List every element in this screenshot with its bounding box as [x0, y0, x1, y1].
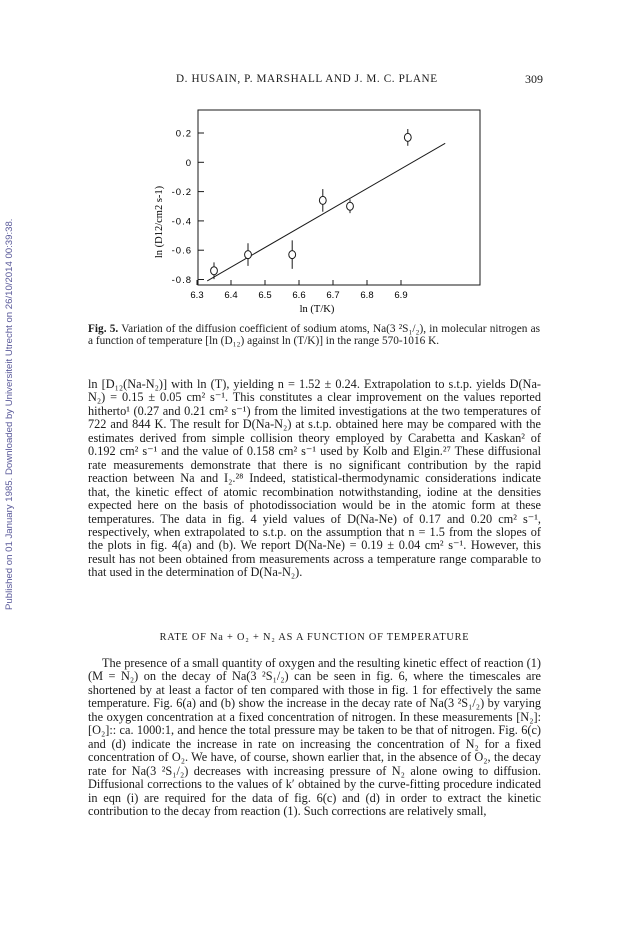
data-point	[404, 133, 411, 141]
x-tick-label: 6.3	[190, 290, 204, 301]
data-point	[319, 196, 326, 204]
y-ticks	[172, 129, 204, 287]
caption-text: Variation of the diffusion coefficient of sodium atoms, Na(3 ²S₁/₂), in molecular nitrogen as a function of temperature [ln (D₁₂) against ln (T/K)] in the range 570-1016 K.	[88, 323, 541, 348]
y-tick-label: -0.4	[171, 216, 192, 228]
y-tick-label: 0	[185, 157, 192, 169]
body-paragraph-1	[88, 378, 541, 580]
fit-line-group	[207, 143, 445, 281]
section-heading: RATE OF Na + O₂ + N₂ AS A FUNCTION OF TEMPERATURE	[159, 632, 470, 643]
running-head: D. HUSAIN, P. MARSHALL AND J. M. C. PLANE	[176, 73, 438, 85]
y-tick-label: -0.6	[171, 245, 192, 257]
caption-label: Fig. 5.	[88, 323, 119, 335]
page-number: 309	[525, 72, 543, 86]
y-axis-label: ln (D12/cm2 s-1)	[154, 185, 165, 259]
x-tick-label: 6.7	[326, 290, 340, 301]
x-tick-label: 6.5	[258, 290, 272, 301]
figure-caption	[88, 323, 540, 348]
data-point	[211, 267, 218, 275]
x-tick-label: 6.4	[224, 290, 238, 301]
x-tick-label: 6.8	[360, 290, 374, 301]
paragraph-1-text: ln [D₁₂(Na-N₂)] with ln (T), yielding n = 1.52 ± 0.24. Extrapolation to s.t.p. yields D(Na-N₂) = 0.15 ± 0.05 cm² s⁻¹. This constitutes a clear improvement on the values reported hitherto¹ (0.27 and 0.21 cm² s⁻¹) from the limited investigations at the two temperatures of 722 and 844 K. The result for D(Na-N₂) at s.t.p. obtained here may be compared with the estimates derived from simple collision theory employed by Carabetta and Kaskan² of 0.192 cm² s⁻¹ and the value of 0.158 cm² s⁻¹ used by Kolb and Elgin.²⁷ These diffusional rate measurements demonstrate that there is no significant contribution by the rapid reaction between Na and I₂.²⁸ Indeed, statistical-thermodynamic considerations indicate that, the kinetic effect of atomic recombination notwithstanding, iodine at the densities expected here on the basis of photodissociation would be in the atomic form at these temperatures. The data in fig. 4 yield values of D(Na-Ne) of 0.17 and 0.20 cm² s⁻¹, respectively, when extrapolated to s.t.p. on the assumption that n = 1.5 from the slopes of the plots in fig. 4(a) and (b). We report D(Na-Ne) = 0.19 ± 0.04 cm² s⁻¹. However, this result has not been obtained from measurements across a temperature range comparable to that used in the determination of D(Na-N₂).	[88, 377, 541, 580]
data-point	[289, 251, 296, 259]
x-tick-label: 6.9	[394, 290, 408, 301]
body-paragraph-2	[88, 657, 541, 818]
x-axis-label: ln (T/K)	[299, 304, 335, 315]
fit-line	[207, 143, 445, 281]
data-points	[211, 129, 412, 279]
y-tick-label: -0.8	[171, 275, 192, 286]
download-note: Published on 01 January 1985. Downloaded by Universiteit Utrecht on 26/10/2014 00:39:38.	[4, 218, 15, 610]
y-tick-label: 0.2	[175, 128, 192, 140]
paragraph-2-text: The presence of a small quantity of oxygen and the resulting kinetic effect of reaction (1) (M = N₂) on the decay of Na(3 ²S₁/₂) can be seen in fig. 6, where the timescales are shortened by at least a factor of ten compared with those in fig. 1 for effectively the same temperature. Fig. 6(a) and (b) show the increase in the decay rate of Na(3 ²S₁/₂) by varying the oxygen concentration at a fixed concentration of nitrogen. In these measurements [N₂]:[O₂]:: ca. 1000:1, and hence the total pressure may be taken to be that of nitrogen. Fig. 6(c) and (d) indicate the increase in rate on increasing the concentration of N₂ for a fixed concentration of O₂. We have, of course, shown earlier that, in the absence of O₂, the decay rate for Na(3 ²S₁/₂) decreases with increasing pressure of N₂ alone owing to diffusion. Diffusional corrections to the values of k′ obtained by the curve-fitting procedure indicated in eqn (i) are required for the data of fig. 6(c) and (d) in order to extract the kinetic contribution to the decay from reaction (1). Such corrections are relatively small,	[88, 656, 541, 818]
data-point	[245, 251, 252, 259]
x-ticks	[190, 280, 407, 301]
x-tick-label: 6.6	[292, 290, 306, 301]
data-point	[347, 202, 354, 210]
y-tick-label: -0.2	[171, 187, 192, 199]
figure-5-chart	[0, 0, 624, 325]
plot-frame	[198, 110, 480, 285]
chart-axes	[198, 110, 480, 285]
